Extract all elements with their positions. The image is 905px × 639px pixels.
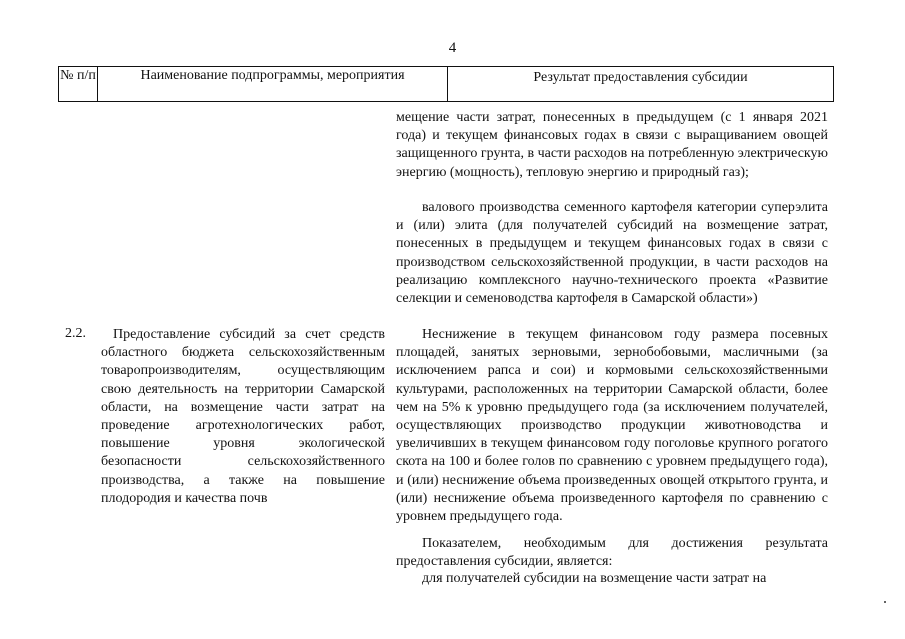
header-name-column: Наименование подпрограммы, мероприятия: [98, 67, 448, 101]
result-continuation-paragraph-1: мещение части затрат, понесенных в предыдущем (с 1 января 2021 года) и текущем финансовых годах в связи с выращиванием овощей защищенного грунта, в части расходов на потребленную электрическую энергию (мощность), тепловую энергию и природный газ);: [396, 110, 828, 180]
result-paragraph-1: Неснижение в текущем финансовом году размера посевных площадей, занятых зерновыми, зернобобовыми, масличными (за исключением рапса и сои) и кормовыми сельскохозяйственными культурами, расположенных на территории Самарской области, более чем на 5% к уровню предыдущего года (за исключением получателей, осуществляющих производство продукции животноводства и увеличивших в текущем финансовом году поголовье крупного рогатого скота на 100 и более голов по сравнению с уровнем предыдущего года), и (или) неснижение объема произведенных овощей открытого грунта, и (или) неснижение объема произведенного картофеля по сравнению с уровнем предыдущего года.: [396, 327, 828, 525]
page-number: 4: [448, 40, 457, 56]
header-number-column: № п/п: [59, 67, 98, 101]
subprogram-name: Предоставление субсидий за счет средств областного бюджета сельскохозяйственным товаропроизводителям, осуществляющим свою деятельность на территории Самарской области, на возмещение части затрат на проведение агротехнологических работ, повышение уровня экологической безопасности сельскохозяйственного производства, а также на повышение плодородия и качества почв: [101, 327, 385, 506]
row-number: 2.2.: [65, 326, 86, 341]
table-header: [58, 66, 834, 102]
result-paragraph-3: для получателей субсидии на возмещение части затрат на: [422, 571, 767, 586]
result-continuation-paragraph-2: валового производства семенного картофеля категории суперэлита и (или) элита (для получателей субсидий на возмещение затрат, понесенных в предыдущем и текущем финансовых годах в связи с производством сельскохозяйственной продукции, в части расходов на реализацию комплексного научно-технического проекта «Развитие селекции и семеноводства картофеля в Самарской области»): [396, 200, 828, 307]
header-result-column: Результат предоставления субсидии: [533, 70, 748, 85]
scan-speck: [884, 601, 886, 603]
result-paragraph-2: Показателем, необходимым для достижения результата предоставления субсидии, является:: [396, 536, 828, 570]
